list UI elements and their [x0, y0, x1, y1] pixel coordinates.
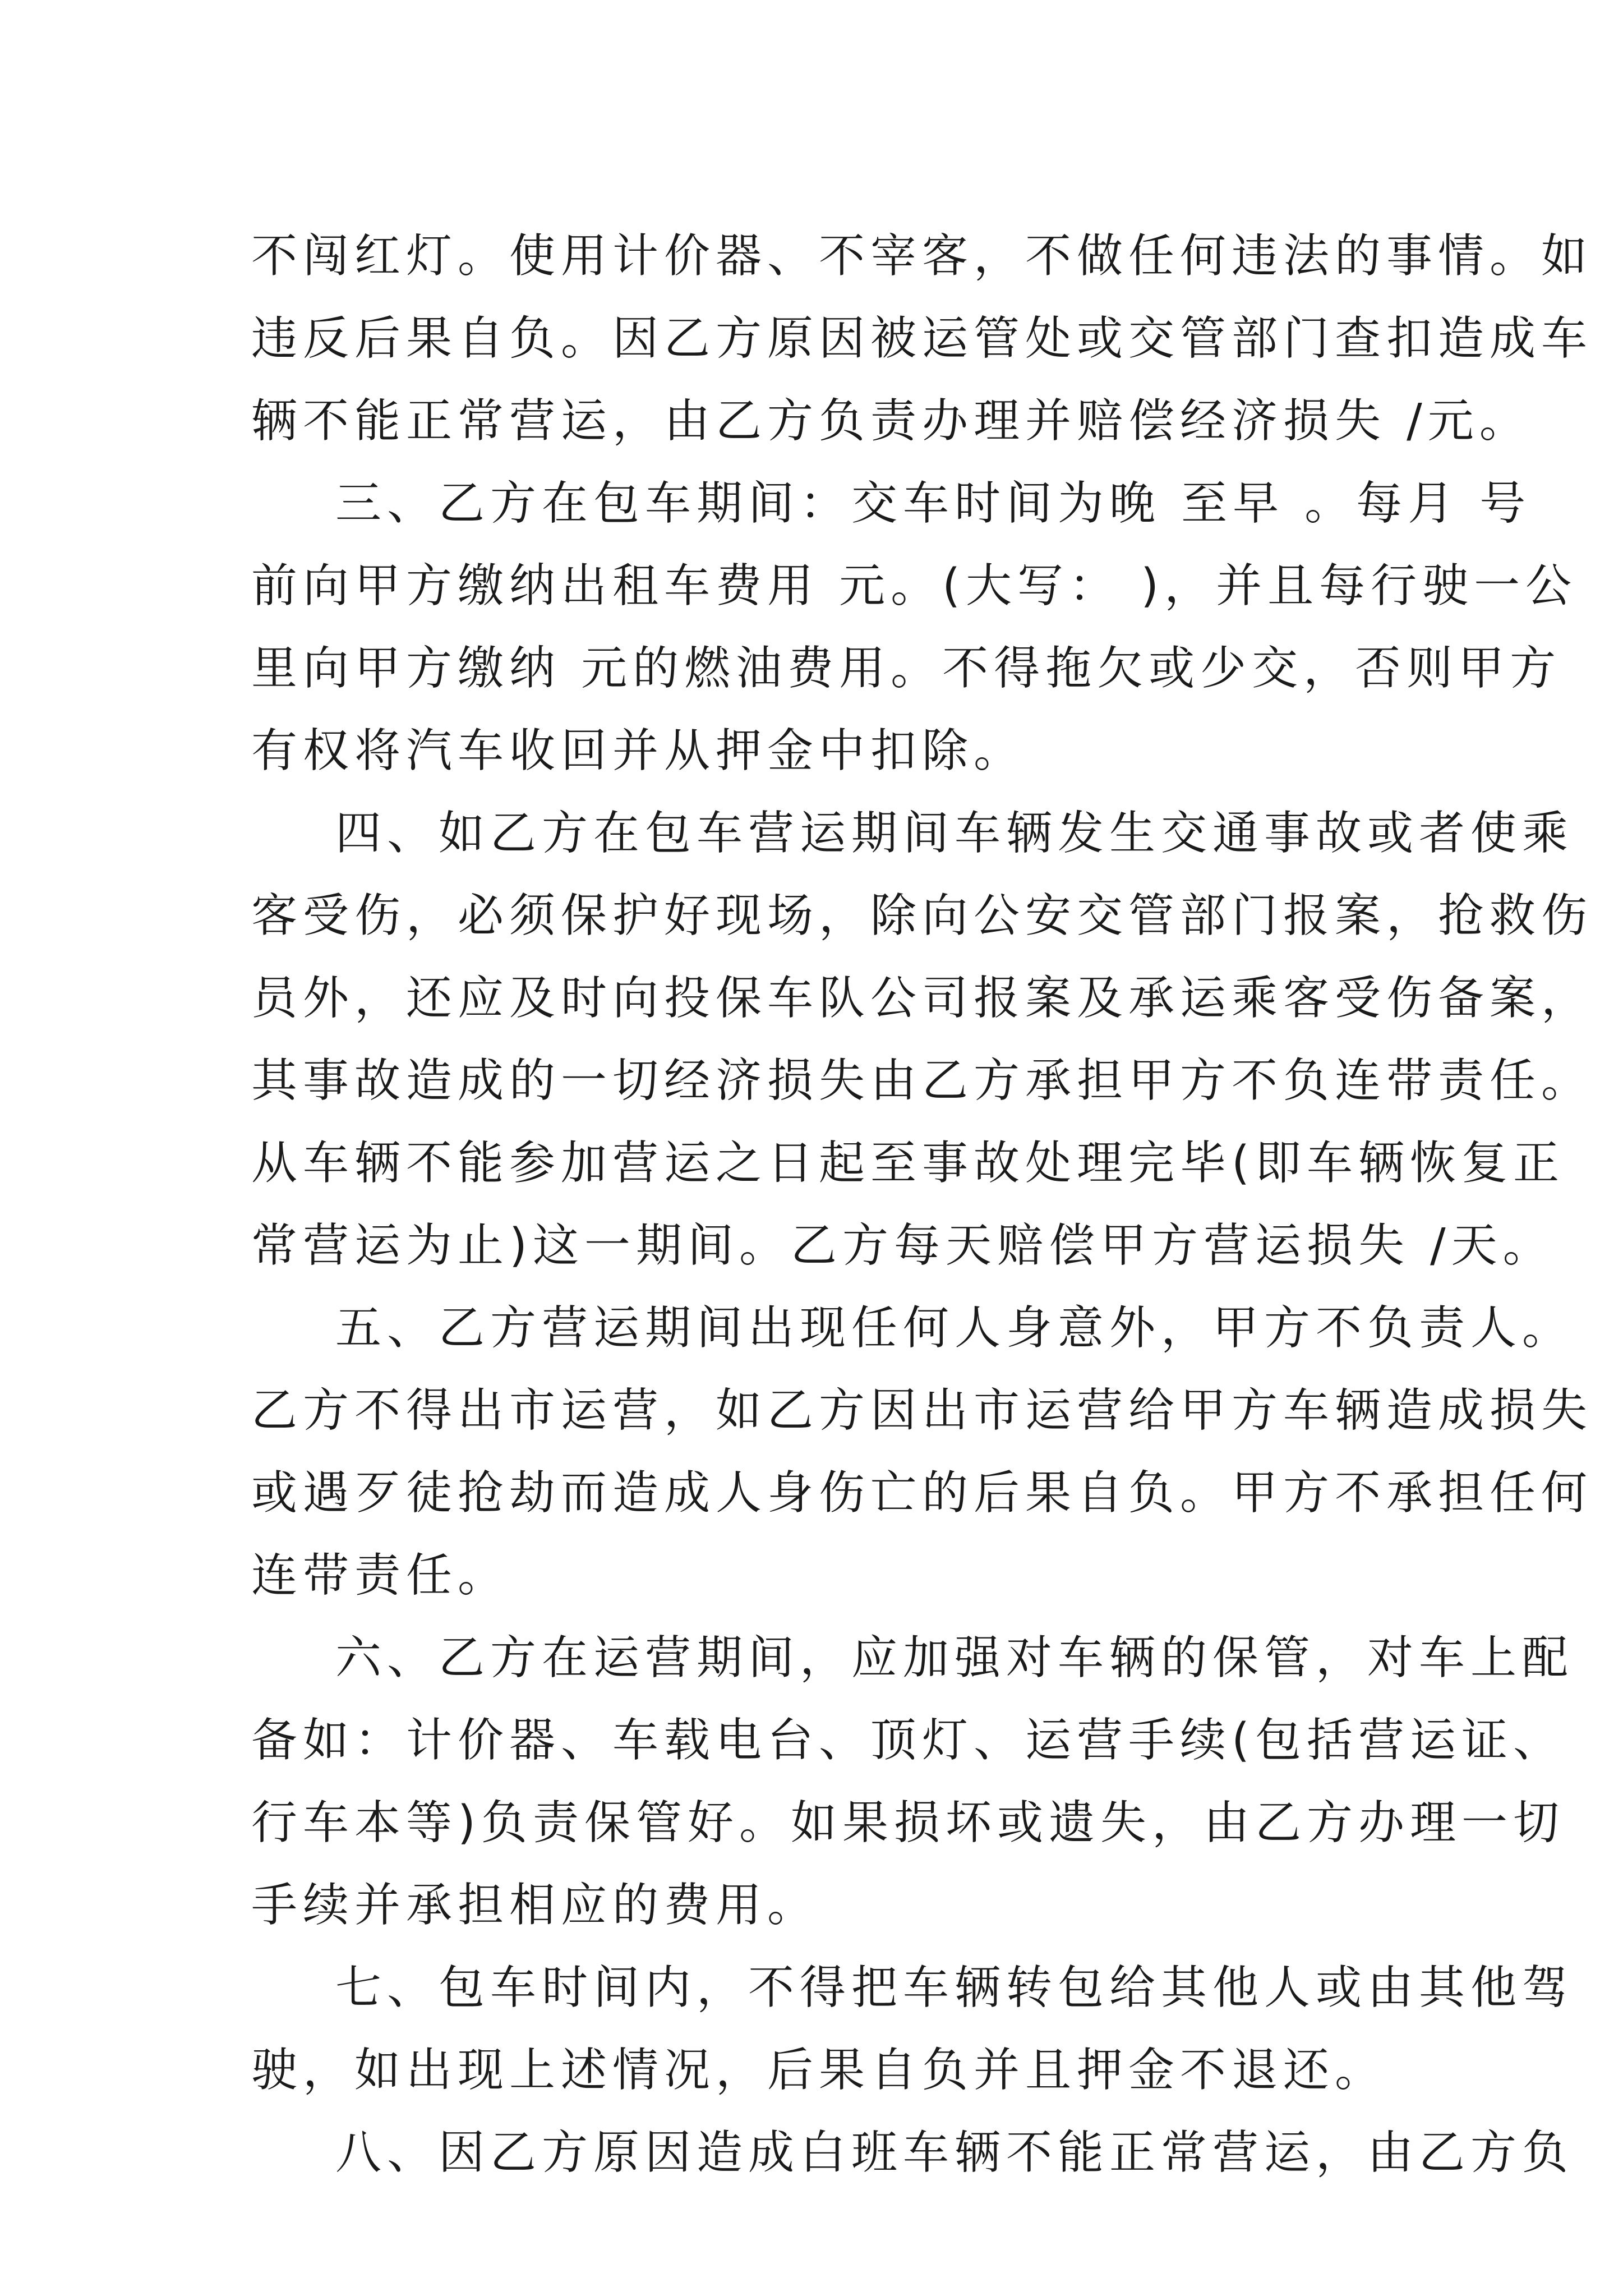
- text-line: 不闯红灯。使用计价器、不宰客，不做任何违法的事情。如: [251, 229, 1593, 283]
- text-line: 辆不能正常营运，由乙方负责办理并赔偿经济损失 /元。: [251, 394, 1531, 448]
- text-line: 常营运为止)这一期间。乙方每天赔偿甲方营运损失 /天。: [251, 1219, 1555, 1272]
- text-line: 备如：计价器、车载电台、顶灯、运营手续(包括营运证、: [251, 1714, 1565, 1767]
- text-line: 有权将汽车收回并从押金中扣除。: [251, 724, 1026, 777]
- text-line: 前向甲方缴纳出租车费用 元。(大写： )，并且每行驶一公: [251, 559, 1578, 613]
- clause-8-start: 八、因乙方原因造成白班车辆不能正常营运，由乙方负: [335, 2126, 1574, 2179]
- text-line: 员外，还应及时向投保车队公司报案及承运乘客受伤备案，: [251, 972, 1593, 1025]
- clause-5-start: 五、乙方营运期间出现任何人身意外，甲方不负责人。: [335, 1301, 1574, 1355]
- text-line: 或遇歹徒抢劫而造成人身伤亡的后果自负。甲方不承担任何: [251, 1466, 1593, 1520]
- clause-7-start: 七、包车时间内，不得把车辆转包给其他人或由其他驾: [335, 1961, 1574, 2014]
- text-line: 乙方不得出市运营，如乙方因出市运营给甲方车辆造成损失: [251, 1384, 1593, 1437]
- text-line: 手续并承担相应的费用。: [251, 1879, 819, 1932]
- text-line: 违反后果自负。因乙方原因被运管处或交管部门查扣造成车: [251, 312, 1593, 365]
- text-line: 其事故造成的一切经济损失由乙方承担甲方不负连带责任。: [251, 1054, 1593, 1107]
- text-line: 行车本等)负责保管好。如果损坏或遗失，由乙方办理一切: [251, 1796, 1565, 1849]
- clause-6-start: 六、乙方在运营期间，应加强对车辆的保管，对车上配: [335, 1631, 1574, 1685]
- clause-4-start: 四、如乙方在包车营运期间车辆发生交通事故或者使乘: [335, 807, 1574, 860]
- clause-3-start: 三、乙方在包车期间：交车时间为晚 至早 。每月 号: [335, 477, 1532, 530]
- text-line: 客受伤，必须保护好现场，除向公安交管部门报案，抢救伤: [251, 889, 1593, 942]
- document-page: [251, 215, 1593, 2194]
- text-line: 驶，如出现上述情况，后果自负并且押金不退还。: [251, 2044, 1387, 2097]
- text-line: 连带责任。: [251, 1549, 510, 1602]
- text-line: 从车辆不能参加营运之日起至事故处理完毕(即车辆恢复正: [251, 1137, 1565, 1190]
- text-line: 里向甲方缴纳 元的燃油费用。不得拖欠或少交，否则甲方: [251, 642, 1562, 695]
